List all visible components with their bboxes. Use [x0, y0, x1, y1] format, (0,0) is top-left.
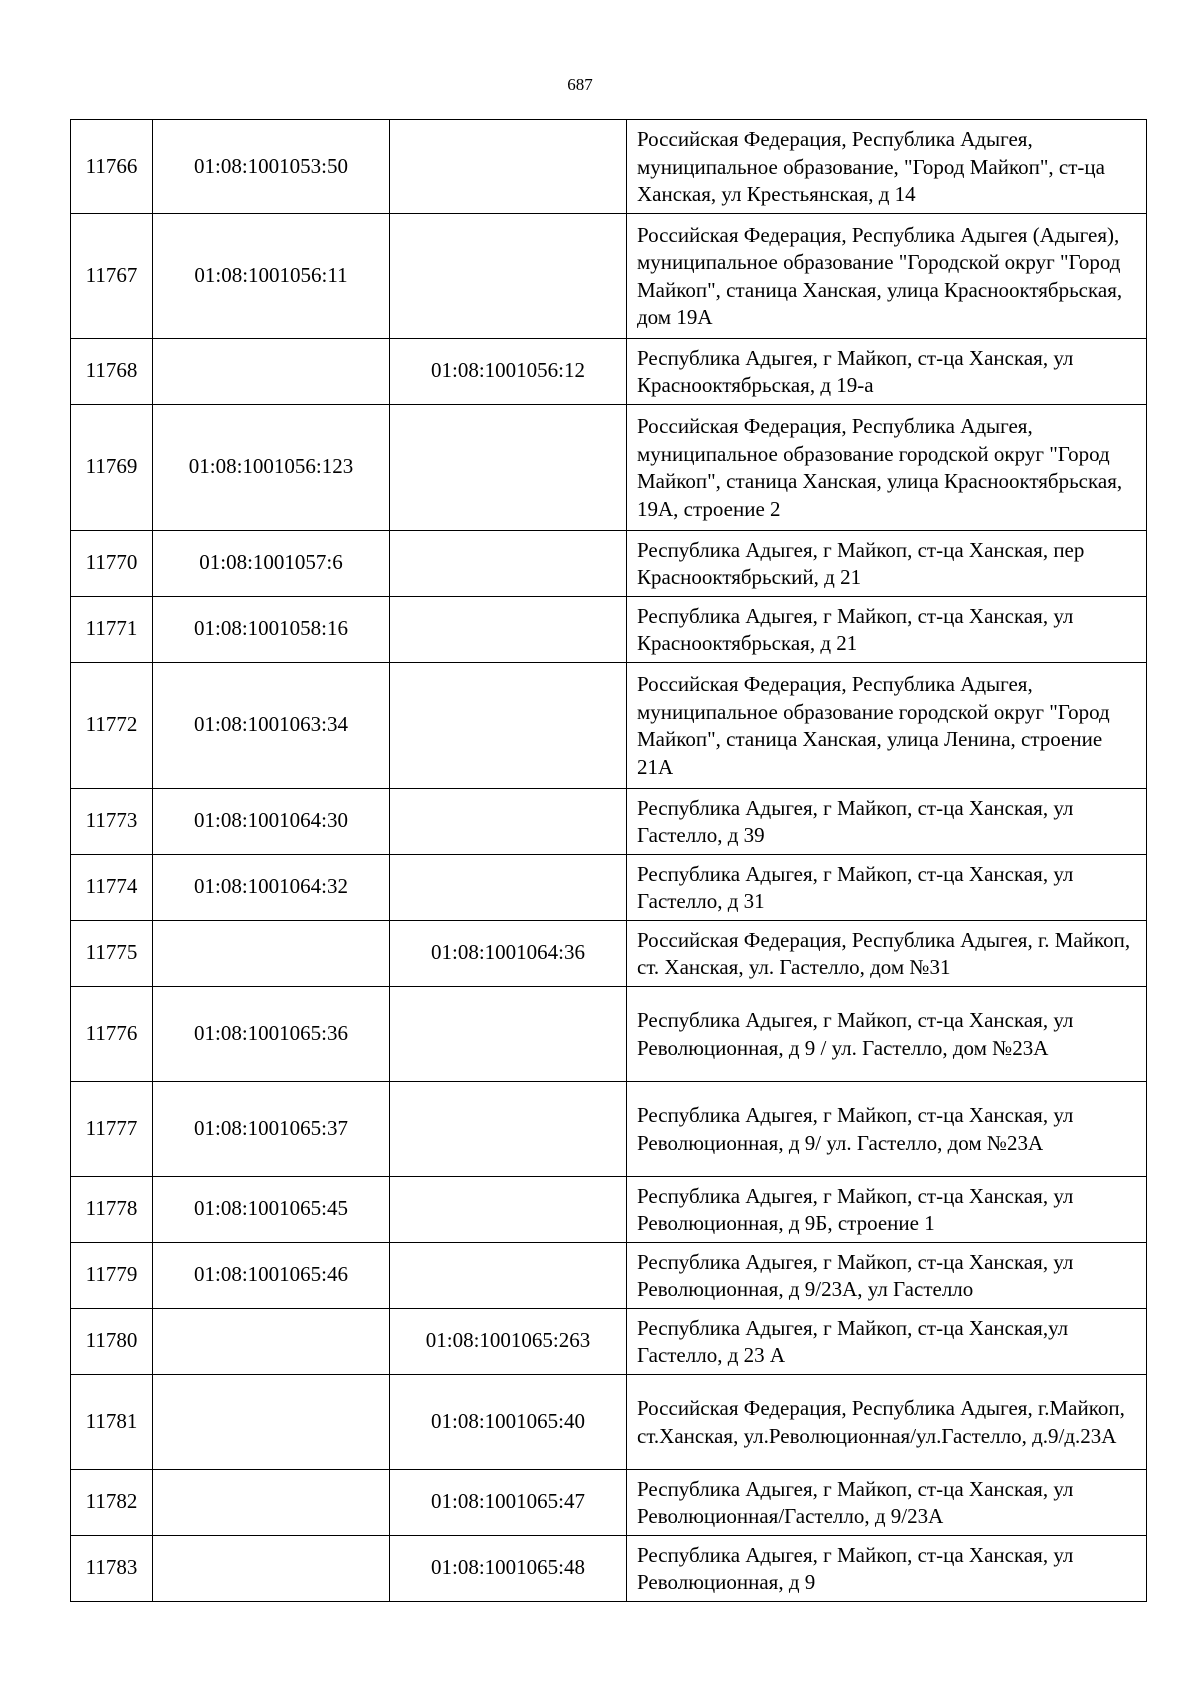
cadastral-number-secondary: [390, 1176, 627, 1242]
row-number: 11779: [71, 1242, 153, 1308]
row-number: 11770: [71, 530, 153, 596]
address: Республика Адыгея, г Майкоп, ст-ца Ханская, ул Революционная, д 9Б, строение 1: [627, 1176, 1147, 1242]
cadastral-number-primary: 01:08:1001053:50: [153, 120, 390, 214]
cadastral-number-secondary: [390, 662, 627, 788]
cadastral-number-primary: [153, 920, 390, 986]
cadastral-number-primary: 01:08:1001065:45: [153, 1176, 390, 1242]
cadastral-number-secondary: 01:08:1001065:47: [390, 1469, 627, 1535]
address: Российская Федерация, Республика Адыгея (Адыгея), муниципальное образование "Городской округ "Город Майкоп", станица Ханская, улица Краснооктябрьская, дом 19А: [627, 213, 1147, 338]
cadastral-number-secondary: [390, 213, 627, 338]
address: Российская Федерация, Республика Адыгея, муниципальное образование, "Город Майкоп", ст-ца Ханская, ул Крестьянская, д 14: [627, 120, 1147, 214]
cadastral-number-primary: [153, 1308, 390, 1374]
table-row: [71, 662, 1147, 788]
cadastral-number-primary: 01:08:1001056:11: [153, 213, 390, 338]
cadastral-number-primary: 01:08:1001065:37: [153, 1081, 390, 1176]
row-number: 11772: [71, 662, 153, 788]
cadastral-number-primary: 01:08:1001064:32: [153, 854, 390, 920]
cadastral-number-secondary: [390, 1242, 627, 1308]
cadastral-number-primary: 01:08:1001057:6: [153, 530, 390, 596]
table-row: [71, 1081, 1147, 1176]
address: Российская Федерация, Республика Адыгея, муниципальное образование городской округ "Город Майкоп", станица Ханская, улица Краснооктябрьская, 19А, строение 2: [627, 404, 1147, 530]
table-row: [71, 1374, 1147, 1469]
cadastral-number-secondary: [390, 596, 627, 662]
address: Республика Адыгея, г Майкоп, ст-ца Ханская,ул Гастелло, д 23 А: [627, 1308, 1147, 1374]
address: Российская Федерация, Республика Адыгея, г. Майкоп, ст. Ханская, ул. Гастелло, дом №31: [627, 920, 1147, 986]
table-row: [71, 854, 1147, 920]
address: Республика Адыгея, г Майкоп, ст-ца Ханская, ул Революционная/Гастелло, д 9/23А: [627, 1469, 1147, 1535]
address: Республика Адыгея, г Майкоп, ст-ца Ханская, ул Революционная, д 9/23А, ул Гастелло: [627, 1242, 1147, 1308]
address: Республика Адыгея, г Майкоп, ст-ца Ханская, ул Революционная, д 9/ ул. Гастелло, дом №23А: [627, 1081, 1147, 1176]
table-row: [71, 1308, 1147, 1374]
cadastral-number-secondary: [390, 788, 627, 854]
table-row: [71, 338, 1147, 404]
row-number: 11773: [71, 788, 153, 854]
cadastral-number-secondary: [390, 986, 627, 1081]
cadastral-number-primary: 01:08:1001063:34: [153, 662, 390, 788]
registry-table: [70, 119, 1147, 1602]
row-number: 11777: [71, 1081, 153, 1176]
cadastral-number-primary: 01:08:1001058:16: [153, 596, 390, 662]
cadastral-number-secondary: 01:08:1001056:12: [390, 338, 627, 404]
address: Республика Адыгея, г Майкоп, ст-ца Ханская, ул Революционная, д 9: [627, 1535, 1147, 1601]
table-row: [71, 1242, 1147, 1308]
address: Республика Адыгея, г Майкоп, ст-ца Ханская, ул Краснооктябрьская, д 21: [627, 596, 1147, 662]
table-row: [71, 213, 1147, 338]
cadastral-number-secondary: [390, 1081, 627, 1176]
cadastral-number-primary: [153, 1469, 390, 1535]
cadastral-number-secondary: 01:08:1001065:48: [390, 1535, 627, 1601]
table-row: [71, 1176, 1147, 1242]
table-row: [71, 1535, 1147, 1601]
table-row: [71, 404, 1147, 530]
address: Республика Адыгея, г Майкоп, ст-ца Ханская, ул Революционная, д 9 / ул. Гастелло, дом №23А: [627, 986, 1147, 1081]
address: Республика Адыгея, г Майкоп, ст-ца Ханская, ул Гастелло, д 39: [627, 788, 1147, 854]
cadastral-number-secondary: 01:08:1001064:36: [390, 920, 627, 986]
row-number: 11781: [71, 1374, 153, 1469]
cadastral-number-primary: 01:08:1001064:30: [153, 788, 390, 854]
cadastral-number-secondary: [390, 404, 627, 530]
row-number: 11774: [71, 854, 153, 920]
cadastral-number-secondary: 01:08:1001065:40: [390, 1374, 627, 1469]
table-row: [71, 120, 1147, 214]
table-row: [71, 986, 1147, 1081]
table-row: [71, 596, 1147, 662]
row-number: 11767: [71, 213, 153, 338]
table-row: [71, 920, 1147, 986]
address: Российская Федерация, Республика Адыгея, муниципальное образование городской округ "Город Майкоп", станица Ханская, улица Ленина, строение 21А: [627, 662, 1147, 788]
cadastral-number-primary: 01:08:1001056:123: [153, 404, 390, 530]
cadastral-number-secondary: [390, 120, 627, 214]
cadastral-number-primary: [153, 1374, 390, 1469]
cadastral-number-primary: [153, 1535, 390, 1601]
cadastral-number-secondary: [390, 854, 627, 920]
cadastral-number-secondary: 01:08:1001065:263: [390, 1308, 627, 1374]
table-row: [71, 1469, 1147, 1535]
row-number: 11766: [71, 120, 153, 214]
row-number: 11782: [71, 1469, 153, 1535]
address: Российская Федерация, Республика Адыгея, г.Майкоп, ст.Ханская, ул.Революционная/ул.Гастелло, д.9/д.23А: [627, 1374, 1147, 1469]
cadastral-number-primary: [153, 338, 390, 404]
row-number: 11776: [71, 986, 153, 1081]
cadastral-number-secondary: [390, 530, 627, 596]
address: Республика Адыгея, г Майкоп, ст-ца Ханская, ул Краснооктябрьская, д 19-а: [627, 338, 1147, 404]
row-number: 11768: [71, 338, 153, 404]
address: Республика Адыгея, г Майкоп, ст-ца Ханская, пер Краснооктябрьский, д 21: [627, 530, 1147, 596]
row-number: 11771: [71, 596, 153, 662]
row-number: 11769: [71, 404, 153, 530]
cadastral-number-primary: 01:08:1001065:46: [153, 1242, 390, 1308]
table-row: [71, 788, 1147, 854]
address: Республика Адыгея, г Майкоп, ст-ца Ханская, ул Гастелло, д 31: [627, 854, 1147, 920]
cadastral-number-primary: 01:08:1001065:36: [153, 986, 390, 1081]
table-row: [71, 530, 1147, 596]
row-number: 11775: [71, 920, 153, 986]
row-number: 11778: [71, 1176, 153, 1242]
row-number: 11783: [71, 1535, 153, 1601]
row-number: 11780: [71, 1308, 153, 1374]
page-number: 687: [567, 75, 593, 94]
